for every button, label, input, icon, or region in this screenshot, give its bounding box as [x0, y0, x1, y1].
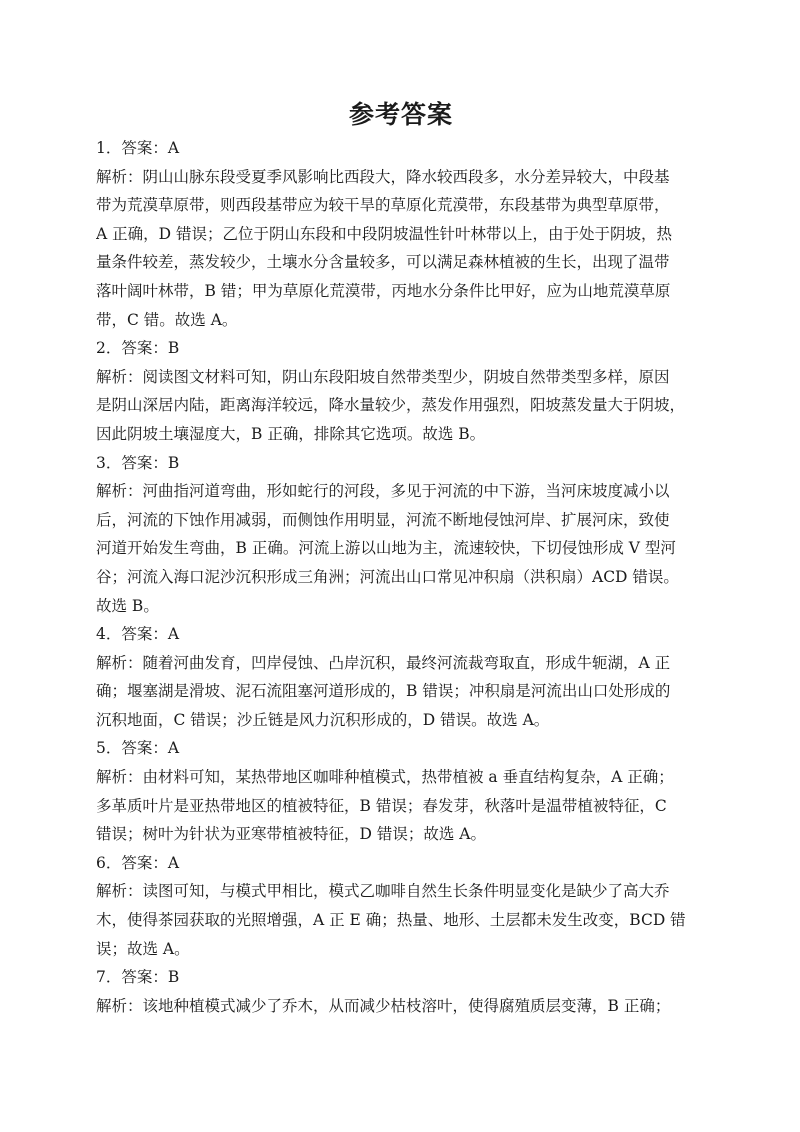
explanation-line: 解析：阴山山脉东段受夏季风影响比西段大，降水较西段多，水分差异较大，中段基: [96, 167, 670, 186]
explanation-line: 河道开始发生弯曲，B 正确。河流上游以山地为主，流速较快，下切侵蚀形成 V 型河: [96, 539, 676, 558]
explanation-line: 是阴山深居内陆，距离海洋较远，降水量较少，蒸发作用强烈，阳坡蒸发量大于阴坡，: [96, 396, 686, 415]
explanation-line: A 正确，D 错误；乙位于阴山东段和中段阴坡温性针叶林带以上，由于处于阴坡，热: [96, 224, 672, 243]
explanation-line: 解析：随着河曲发育，凹岸侵蚀、凸岸沉积，最终河流裁弯取直，形成牛轭湖，A 正: [96, 653, 671, 672]
explanation-line: 带为荒漠草原带，则西段基带应为较干旱的草原化荒漠带，东段基带为典型草原带，: [96, 196, 670, 215]
explanation-line: 解析：阅读图文材料可知，阴山东段阳坡自然带类型少，阴坡自然带类型多样，原因: [96, 367, 670, 386]
answer-line: 4．答案：A: [96, 625, 180, 644]
explanation-line: 因此阴坡土壤湿度大，B 正确，排除其它选项。故选 B。: [96, 424, 486, 443]
answer-item: [96, 849, 706, 963]
explanation-line: 解析：读图可知，与模式甲相比，模式乙咖啡自然生长条件明显变化是缺少了高大乔: [96, 882, 670, 901]
page-title: 参考答案: [348, 100, 453, 129]
explanation-line: 故选 B。: [96, 596, 159, 615]
answer-line: 7．答案：B: [96, 968, 180, 987]
answer-list: [96, 134, 706, 1020]
explanation-line: 解析：该地种植模式减少了乔木，从而减少枯枝溶叶，使得腐殖质层变薄，B 正确；: [96, 996, 671, 1015]
answer-line: 1．答案：A: [96, 139, 180, 157]
answer-item: [96, 334, 706, 448]
explanation-line: 多革质叶片是亚热带地区的植被特征，B 错误；春发芽，秋落叶是温带植被特征，C: [96, 796, 667, 815]
explanation-line: 木，使得茶园获取的光照增强，A 正 E 确；热量、地形、土层都未发生改变，BCD 错: [96, 911, 686, 930]
answer-line: 2．答案：B: [96, 339, 180, 358]
explanation-line: 带，C 错。故选 A。: [96, 310, 238, 329]
answer-item: [96, 620, 706, 734]
document-page: [96, 96, 706, 1020]
explanation-line: 落叶阔叶林带，B 错；甲为草原化荒漠带，丙地水分条件比甲好，应为山地荒漠草原: [96, 281, 671, 300]
answer-item: [96, 734, 706, 848]
explanation-line: 确；堰塞湖是滑坡、泥石流阻塞河道形成的，B 错误；冲积扇是河流出山口处形成的: [96, 682, 671, 701]
explanation-line: 量条件较差，蒸发较少，土壤水分含量较多，可以满足森林植被的生长，出现了温带: [96, 253, 670, 272]
answer-line: 3．答案：B: [96, 453, 180, 472]
explanation-line: 谷；河流入海口泥沙沉积形成三角洲；河流出山口常见冲积扇（洪积扇）ACD 错误。: [96, 567, 679, 586]
answer-line: 6．答案：A: [96, 853, 180, 872]
answer-item: [96, 449, 706, 621]
explanation-line: 解析：河曲指河道弯曲，形如蛇行的河段，多见于河流的中下游，当河床坡度减小以: [96, 482, 670, 501]
answer-line: 5．答案：A: [96, 739, 180, 758]
answer-item: [96, 134, 706, 334]
explanation-line: 解析：由材料可知，某热带地区咖啡种植模式，热带植被 a 垂直结构复杂，A 正确；: [96, 768, 674, 787]
explanation-line: 后，河流的下蚀作用减弱，而侧蚀作用明显，河流不断地侵蚀河岸、扩展河床，致使: [96, 510, 670, 529]
answer-item: [96, 963, 706, 1020]
explanation-line: 沉积地面，C 错误；沙丘链是风力沉积形成的，D 错误。故选 A。: [96, 710, 550, 729]
explanation-line: 错误；树叶为针状为亚寒带植被特征，D 错误；故选 A。: [96, 825, 486, 844]
explanation-line: 误；故选 A。: [96, 939, 190, 958]
